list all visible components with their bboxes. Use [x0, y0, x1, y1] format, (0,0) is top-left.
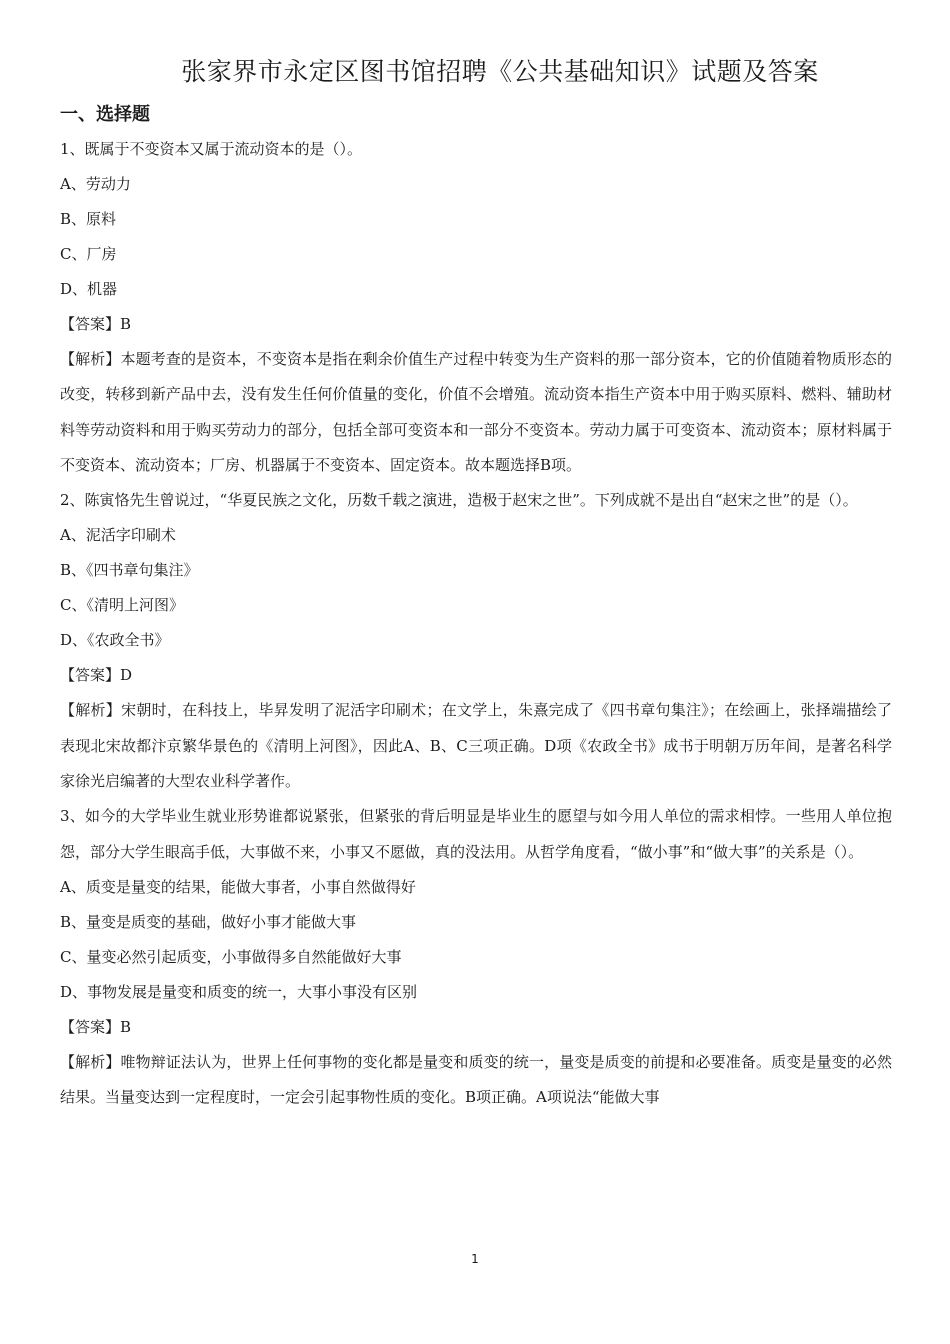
question-option: B、原料: [60, 210, 117, 228]
analysis-text: 唯物辩证法认为，世界上任何事物的变化都是量变和质变的统一，量变是质变的前提和必要准备。质变是量变的必然结果。当量变达到一定程度时，一定会引起事物性质的变化。B项正确。A项说法“能做大事: [60, 1052, 892, 1107]
question-stem: 1、既属于不变资本又属于流动资本的是（）。: [60, 140, 363, 158]
answer-tag: 【答案】: [60, 666, 121, 685]
question-block: [60, 799, 892, 1115]
question-option: D、《农政全书》: [60, 631, 170, 650]
question-option: C、量变必然引起质变，小事做得多自然能做好大事: [60, 947, 402, 966]
answer-tag: 【答案】: [60, 1017, 121, 1036]
answer-line: [60, 307, 892, 342]
section-heading: 一、选择题: [60, 104, 150, 125]
answer-value: D: [120, 666, 133, 685]
question-stem: 2、陈寅恪先生曾说过，“华夏民族之文化，历数千载之演进，造极于赵宋之世”。下列成就不是出自“赵宋之世”的是（）。: [60, 491, 858, 510]
question-option: B、量变是质变的基础，做好小事才能做大事: [60, 912, 357, 931]
analysis-tag: 【解析】: [60, 350, 121, 368]
answer-value: B: [120, 315, 132, 333]
answer-tag: 【答案】: [60, 315, 121, 333]
question-block: [60, 483, 892, 799]
question-option: A、劳动力: [60, 175, 131, 193]
question-list: [60, 132, 892, 1116]
question-option: A、泥活字印刷术: [60, 526, 176, 545]
analysis-text: 本题考查的是资本，不变资本是指在剩余价值生产过程中转变为生产资料的那一部分资本，它的价值随着物质形态的改变，转移到新产品中去，没有发生任何价值量的变化，价值不会增殖。流动资本指生产资本中用于购买原料、燃料、辅助材料等劳动资料和用于购买劳动力的部分，包括全部可变资本和一部分不变资本。劳动力属于可变资本、流动资本；原材料属于不变资本、流动资本；厂房、机器属于不变资本、固定资本。故本题选择B项。: [60, 350, 892, 474]
page-number: 1: [471, 1252, 479, 1266]
question-option: C、《清明上河图》: [60, 596, 184, 615]
question-block: [60, 132, 892, 483]
analysis-tag: 【解析】: [60, 701, 122, 720]
analysis-paragraph: [60, 342, 892, 483]
answer-value: B: [120, 1017, 132, 1036]
analysis-tag: 【解析】: [60, 1052, 121, 1071]
analysis-paragraph: [60, 693, 892, 799]
analysis-paragraph: [60, 1045, 892, 1116]
question-stem: 3、如今的大学毕业生就业形势谁都说紧张，但紧张的背后明显是毕业生的愿望与如今用人单位的需求相悖。一些用人单位抱怨，部分大学生眼高手低，大事做不来，小事又不愿做，真的没法用。从哲学角度看，“做小事”和“做大事”的关系是（）。: [60, 807, 892, 861]
answer-line: [60, 1010, 892, 1045]
analysis-text: 宋朝时，在科技上，毕昇发明了泥活字印刷术；在文学上，朱熹完成了《四书章句集注》；在绘画上，张择端描绘了表现北宋故都汴京繁华景色的《清明上河图》，因此A、B、C三项正确。D项《农政全书》成书于明朝万历年间，是著名科学家徐光启编著的大型农业科学著作。: [60, 701, 892, 791]
answer-line: [60, 658, 892, 693]
question-option: D、机器: [60, 280, 118, 298]
question-option: B、《四书章句集注》: [60, 561, 199, 580]
question-option: A、质变是量变的结果，能做大事者，小事自然做得好: [60, 877, 416, 896]
question-option: C、厂房: [60, 245, 117, 263]
document-title: 张家界市永定区图书馆招聘《公共基础知识》试题及答案: [181, 57, 819, 86]
question-option: D、事物发展是量变和质变的统一，大事小事没有区别: [60, 982, 418, 1001]
